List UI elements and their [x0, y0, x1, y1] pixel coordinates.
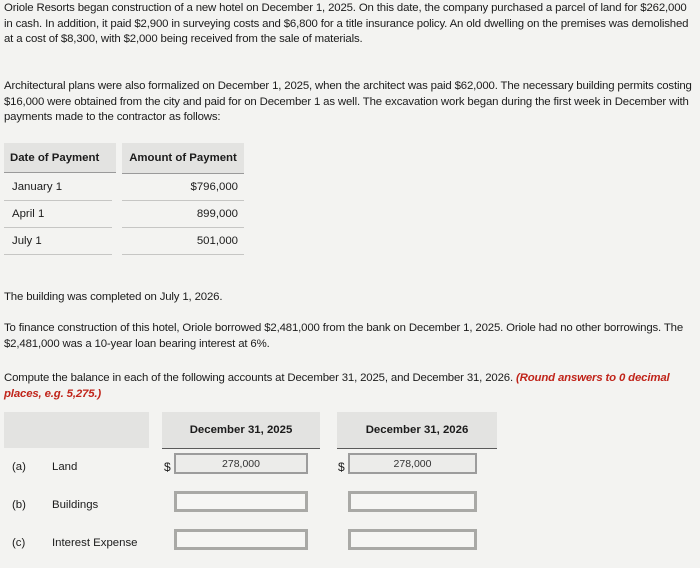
architectural-plans-paragraph: Architectural plans were also formalized on December 1, 2025, when the architect was paid $62,000. The necessary building permits costing $16,000 were obtained from the city and paid for on December 1 as well. The excavation work began during the first week in December with payments made to the contractor as follows:: [4, 80, 692, 123]
account-label: Buildings: [52, 499, 99, 511]
payment-date: April 1: [12, 208, 45, 220]
instruction-text: Compute the balance in each of the following accounts at December 31, 2025, and December 31, 2026.: [4, 372, 513, 384]
answer-table-corner: [4, 412, 149, 448]
payment-date: January 1: [12, 181, 63, 193]
payment-amount: $796,000: [190, 181, 238, 193]
interest-expense-2026-input[interactable]: [348, 529, 477, 550]
table-row: [4, 174, 244, 201]
table-row: [4, 228, 244, 255]
payment-date: July 1: [12, 235, 42, 247]
problem-intro-paragraph: Oriole Resorts began construction of a new hotel on December 1, 2025. On this date, the company purchased a parcel of land for $262,000 in cash. In addition, it paid $2,900 in surveying costs and $6,800 for a title insurance policy. An old dwelling on the premises was demolished at a cost of $8,300, with $2,000 being received from the sale of materials.: [4, 2, 689, 45]
account-label: Land: [52, 461, 78, 473]
financing-paragraph: To finance construction of this hotel, Oriole borrowed $2,481,000 from the bank on December 1, 2025. Oriole had no other borrowings. The $2,481,000 was a 10-year loan bearing interest at 6%.: [4, 322, 684, 350]
land-2026-input[interactable]: [348, 453, 477, 474]
row-letter: (b): [12, 499, 26, 511]
rounding-note: (Round answers to 0 decimal places, e.g. 5,275.): [4, 372, 670, 400]
answer-row-interest-expense: [0, 526, 690, 564]
column-header-2025: December 31, 2025: [162, 412, 320, 449]
row-letter: (a): [12, 461, 26, 473]
payment-amount: 899,000: [196, 208, 238, 220]
interest-expense-2025-input[interactable]: [174, 529, 308, 550]
column-header-2026: December 31, 2026: [337, 412, 497, 449]
row-divider: [122, 254, 244, 255]
payment-amount: 501,000: [196, 235, 238, 247]
dollar-sign: $: [338, 460, 345, 474]
answer-row-buildings: [0, 488, 690, 526]
row-divider: [4, 254, 112, 255]
instruction-paragraph: [4, 371, 694, 402]
buildings-2026-input[interactable]: [348, 491, 477, 512]
row-letter: (c): [12, 537, 26, 549]
buildings-2025-input[interactable]: [174, 491, 308, 512]
land-2025-input[interactable]: [174, 453, 308, 474]
date-of-payment-header: Date of Payment: [4, 143, 116, 173]
table-row: [4, 201, 244, 228]
completion-paragraph: The building was completed on July 1, 2026.: [4, 291, 223, 303]
dollar-sign: $: [164, 460, 171, 474]
answer-row-land: [0, 450, 690, 488]
amount-of-payment-header: Amount of Payment: [122, 143, 244, 174]
account-label: Interest Expense: [52, 537, 138, 549]
